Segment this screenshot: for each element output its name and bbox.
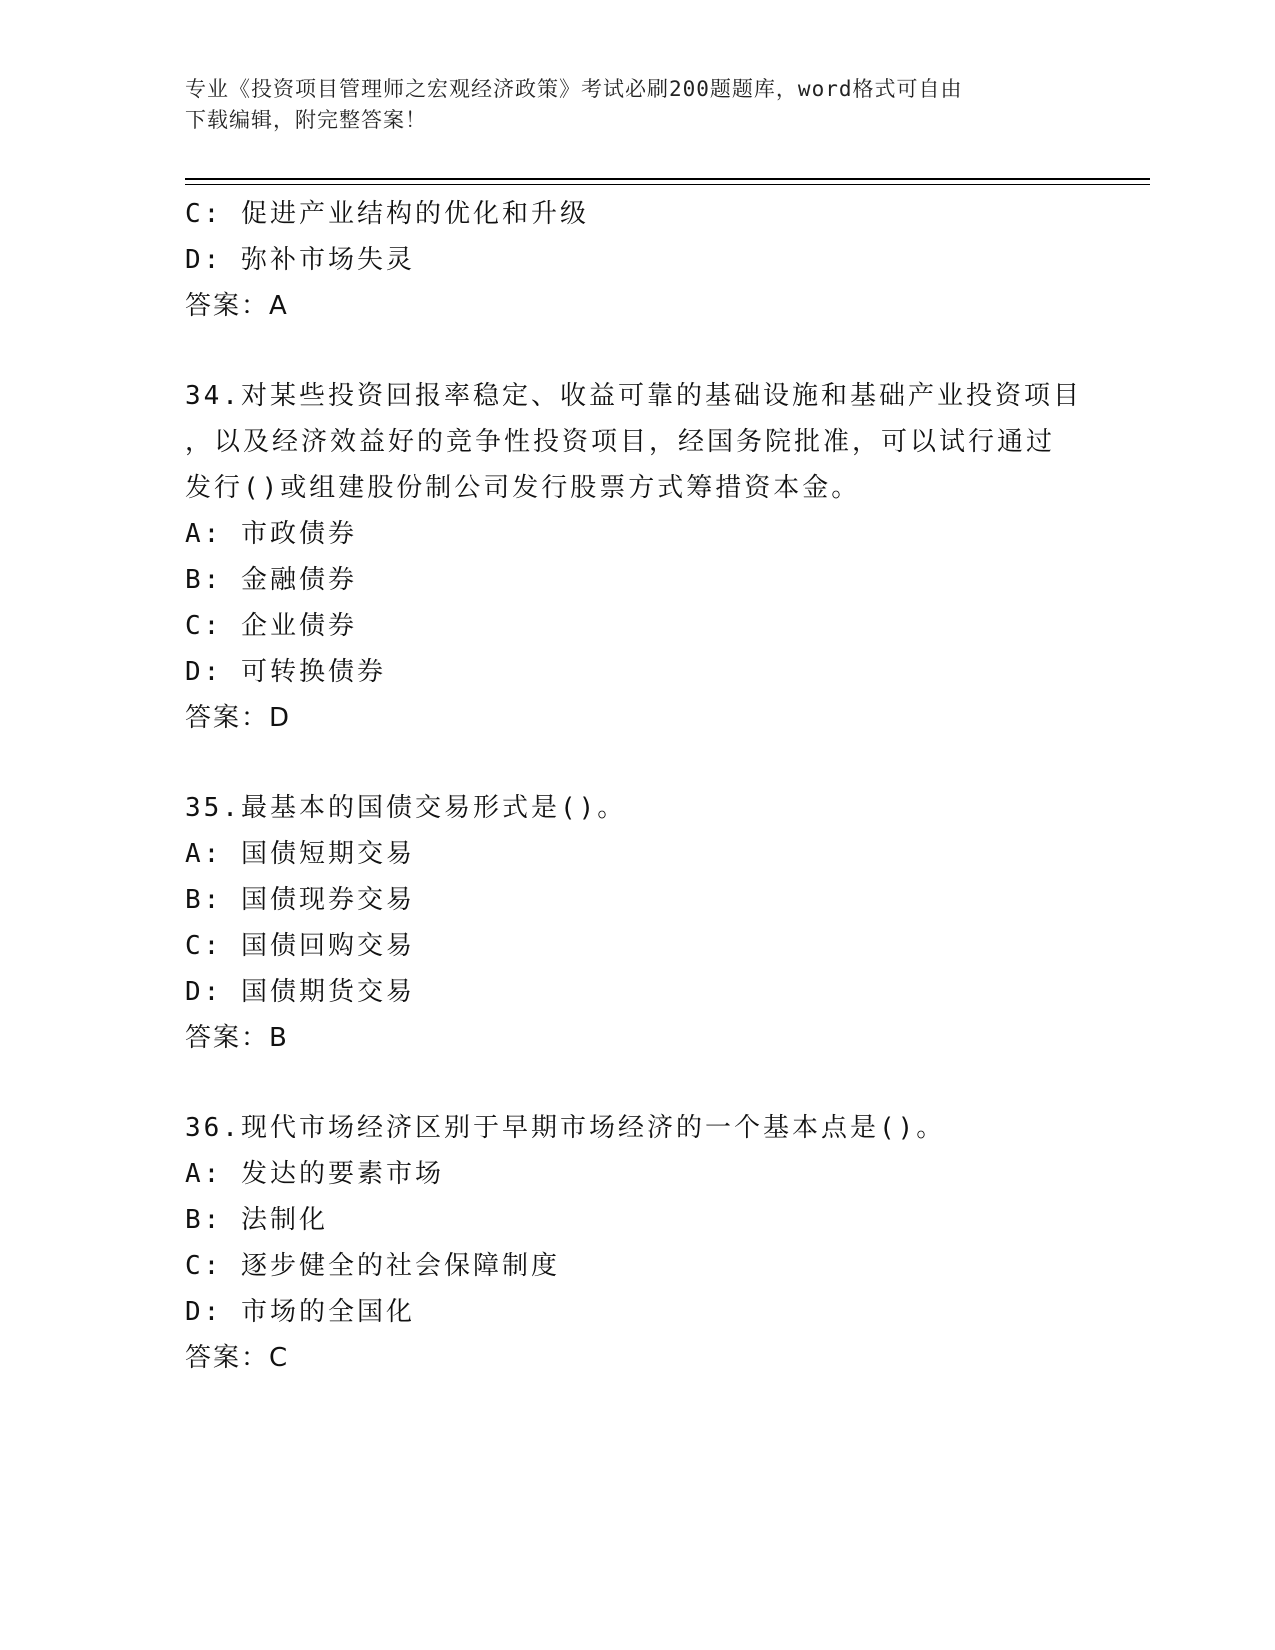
question-33-continued xyxy=(185,191,1085,329)
option-d: D: 国债期货交易 xyxy=(185,977,415,1007)
answer: 答案：C xyxy=(185,1343,290,1373)
option-c: C: 逐步健全的社会保障制度 xyxy=(185,1251,560,1281)
option-d: D: 可转换债券 xyxy=(185,657,386,687)
option-c: C: 企业债券 xyxy=(185,611,357,641)
option-d: D: 弥补市场失灵 xyxy=(185,245,415,275)
option-a: A: 国债短期交易 xyxy=(185,839,415,869)
answer: 答案：D xyxy=(185,703,292,733)
question-list xyxy=(185,191,1085,1381)
question-text-line: 发行()或组建股份制公司发行股票方式筹措资本金。 xyxy=(185,473,861,503)
header-title-line-1: 专业《投资项目管理师之宏观经济政策》考试必刷200题题库，word格式可自由 xyxy=(185,77,963,101)
document-header xyxy=(185,74,1065,136)
question-text-line: 35.最基本的国债交易形式是()。 xyxy=(185,793,627,823)
header-divider-thick xyxy=(185,178,1150,180)
option-a: A: 发达的要素市场 xyxy=(185,1159,444,1189)
option-a: A: 市政债券 xyxy=(185,519,357,549)
option-b: B: 金融债券 xyxy=(185,565,357,595)
question-36 xyxy=(185,1105,1085,1381)
spacer xyxy=(185,1061,1085,1105)
option-d: D: 市场的全国化 xyxy=(185,1297,415,1327)
header-title-line-2: 下载编辑，附完整答案！ xyxy=(185,108,427,132)
question-text-line: 34.对某些投资回报率稳定、收益可靠的基础设施和基础产业投资项目 xyxy=(185,381,1082,411)
question-text-line: ，以及经济效益好的竞争性投资项目，经国务院批准，可以试行通过 xyxy=(185,427,1056,457)
option-b: B: 法制化 xyxy=(185,1205,328,1235)
question-34 xyxy=(185,373,1085,741)
question-35 xyxy=(185,785,1085,1061)
question-text-line: 36.现代市场经济区别于早期市场经济的一个基本点是()。 xyxy=(185,1113,946,1143)
header-divider-thin xyxy=(185,184,1150,185)
option-c: C: 国债回购交易 xyxy=(185,931,415,961)
option-c: C: 促进产业结构的优化和升级 xyxy=(185,199,589,229)
spacer xyxy=(185,329,1085,373)
answer: 答案：B xyxy=(185,1023,289,1053)
answer: 答案：A xyxy=(185,291,289,321)
option-b: B: 国债现券交易 xyxy=(185,885,415,915)
spacer xyxy=(185,741,1085,785)
